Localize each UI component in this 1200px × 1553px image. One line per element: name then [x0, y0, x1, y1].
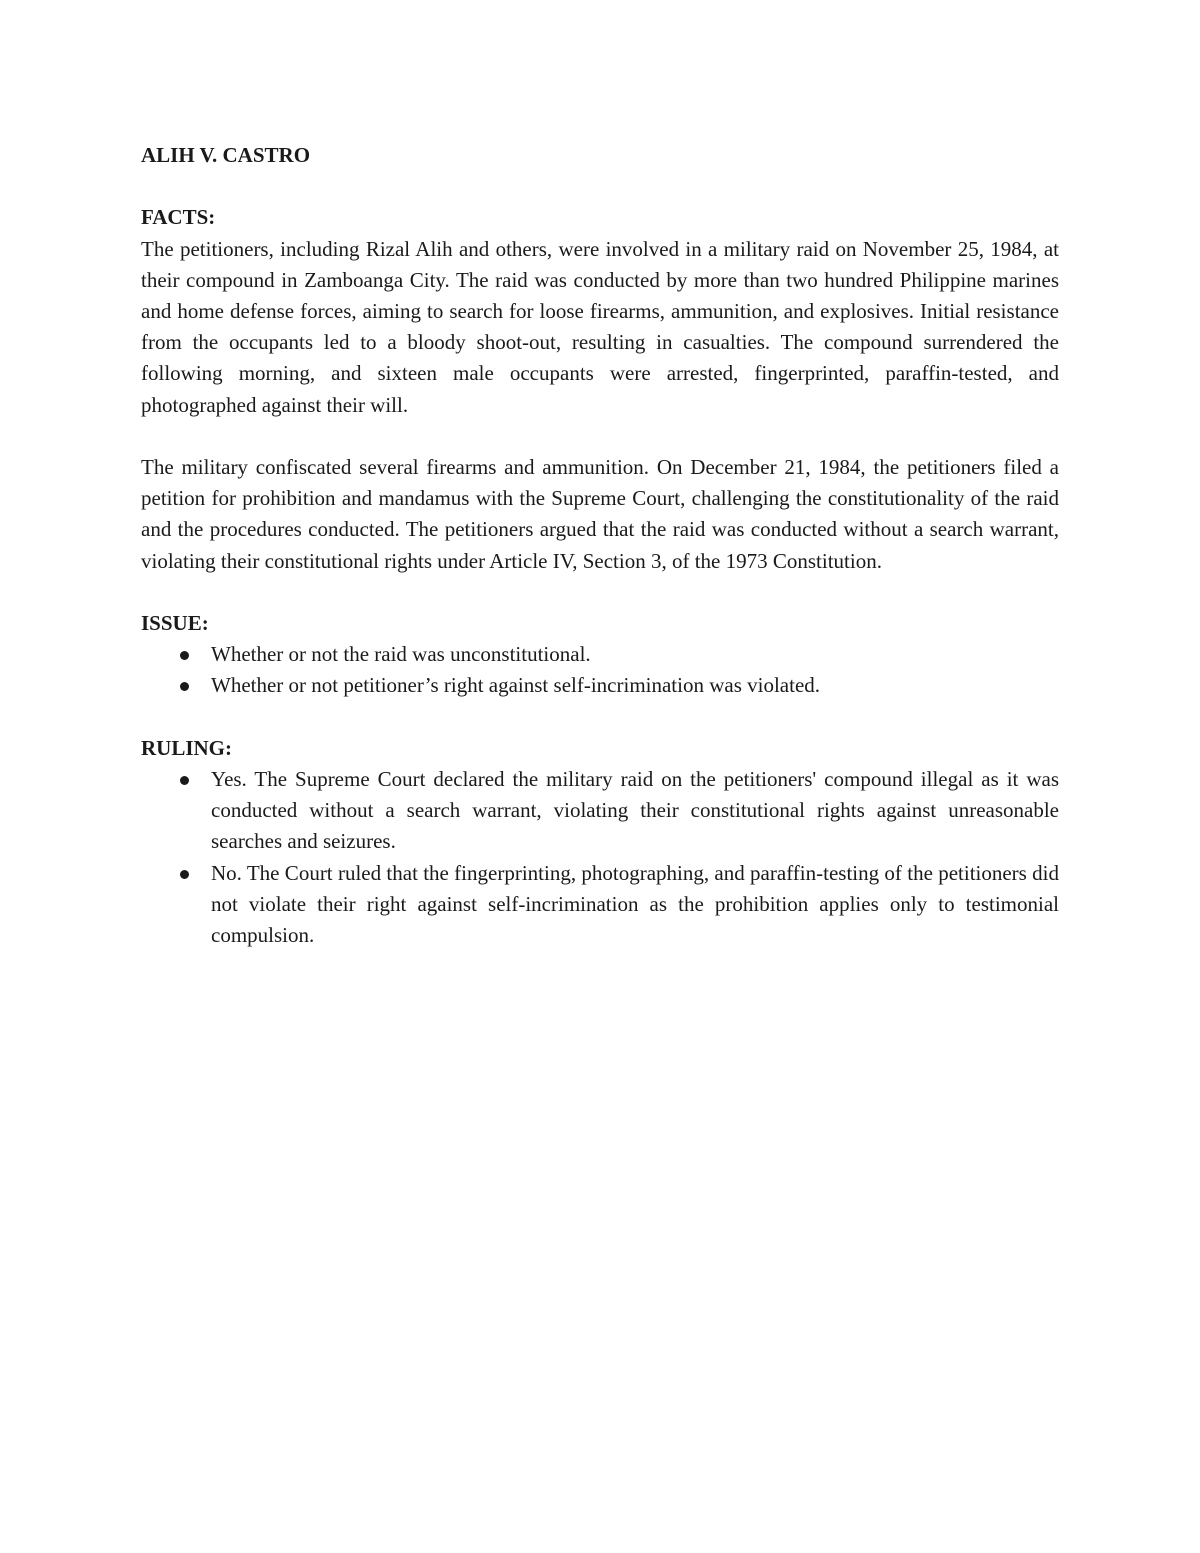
ruling-item-text: No. The Court ruled that the fingerprinting, photographing, and paraffin-testing of the petitioners did not violate their right against self-incrimination as the prohibition applies only to testimonial compulsion. [211, 860, 1059, 948]
ruling-list [141, 764, 1059, 951]
spacer [141, 171, 1059, 202]
spacer [141, 702, 1059, 733]
spacer [141, 577, 1059, 608]
ruling-heading: RULING: [141, 735, 233, 760]
issue-heading: ISSUE: [141, 611, 209, 635]
spacer [141, 421, 1059, 452]
issue-item-text: Whether or not petitioner’s right against self-incrimination was violated. [211, 673, 821, 698]
list-item [141, 858, 1059, 952]
document-page [141, 140, 1059, 951]
ruling-item-text: Yes. The Supreme Court declared the military raid on the petitioners' compound illegal as it was conducted without a search warrant, violating their constitutional rights against unreasonable searches and seizures. [211, 767, 1059, 854]
list-item [141, 764, 1059, 858]
list-item [141, 639, 1059, 670]
bullet-icon [180, 682, 189, 691]
bullet-icon [180, 870, 189, 879]
document-title: ALIH V. CASTRO [141, 143, 311, 167]
facts-paragraph-1: The petitioners, including Rizal Alih and others, were involved in a military raid on November 25, 1984, at their compound in Zamboanga City. The raid was conducted by more than two hundred Philippine marines and home defense forces, aiming to search for loose firearms, ammunition, and explosives. Initial resistance from the occupants led to a bloody shoot-out, resulting in casualties. The compound surrendered the following morning, and sixteen male occupants were arrested, fingerprinted, paraffin-tested, and photographed against their will. [141, 236, 1059, 417]
bullet-icon [180, 776, 189, 785]
facts-heading: FACTS: [141, 205, 216, 230]
list-item [141, 670, 1059, 701]
issue-list [141, 639, 1059, 701]
issue-item-text: Whether or not the raid was unconstitutional. [211, 642, 591, 667]
facts-paragraph-2: The military confiscated several firearms and ammunition. On December 21, 1984, the petitioners filed a petition for prohibition and mandamus with the Supreme Court, challenging the constitutionality of the raid and the procedures conducted. The petitioners argued that the raid was conducted without a search warrant, violating their constitutional rights under Article IV, Section 3, of the 1973 Constitution. [141, 455, 1059, 573]
bullet-icon [180, 651, 189, 660]
